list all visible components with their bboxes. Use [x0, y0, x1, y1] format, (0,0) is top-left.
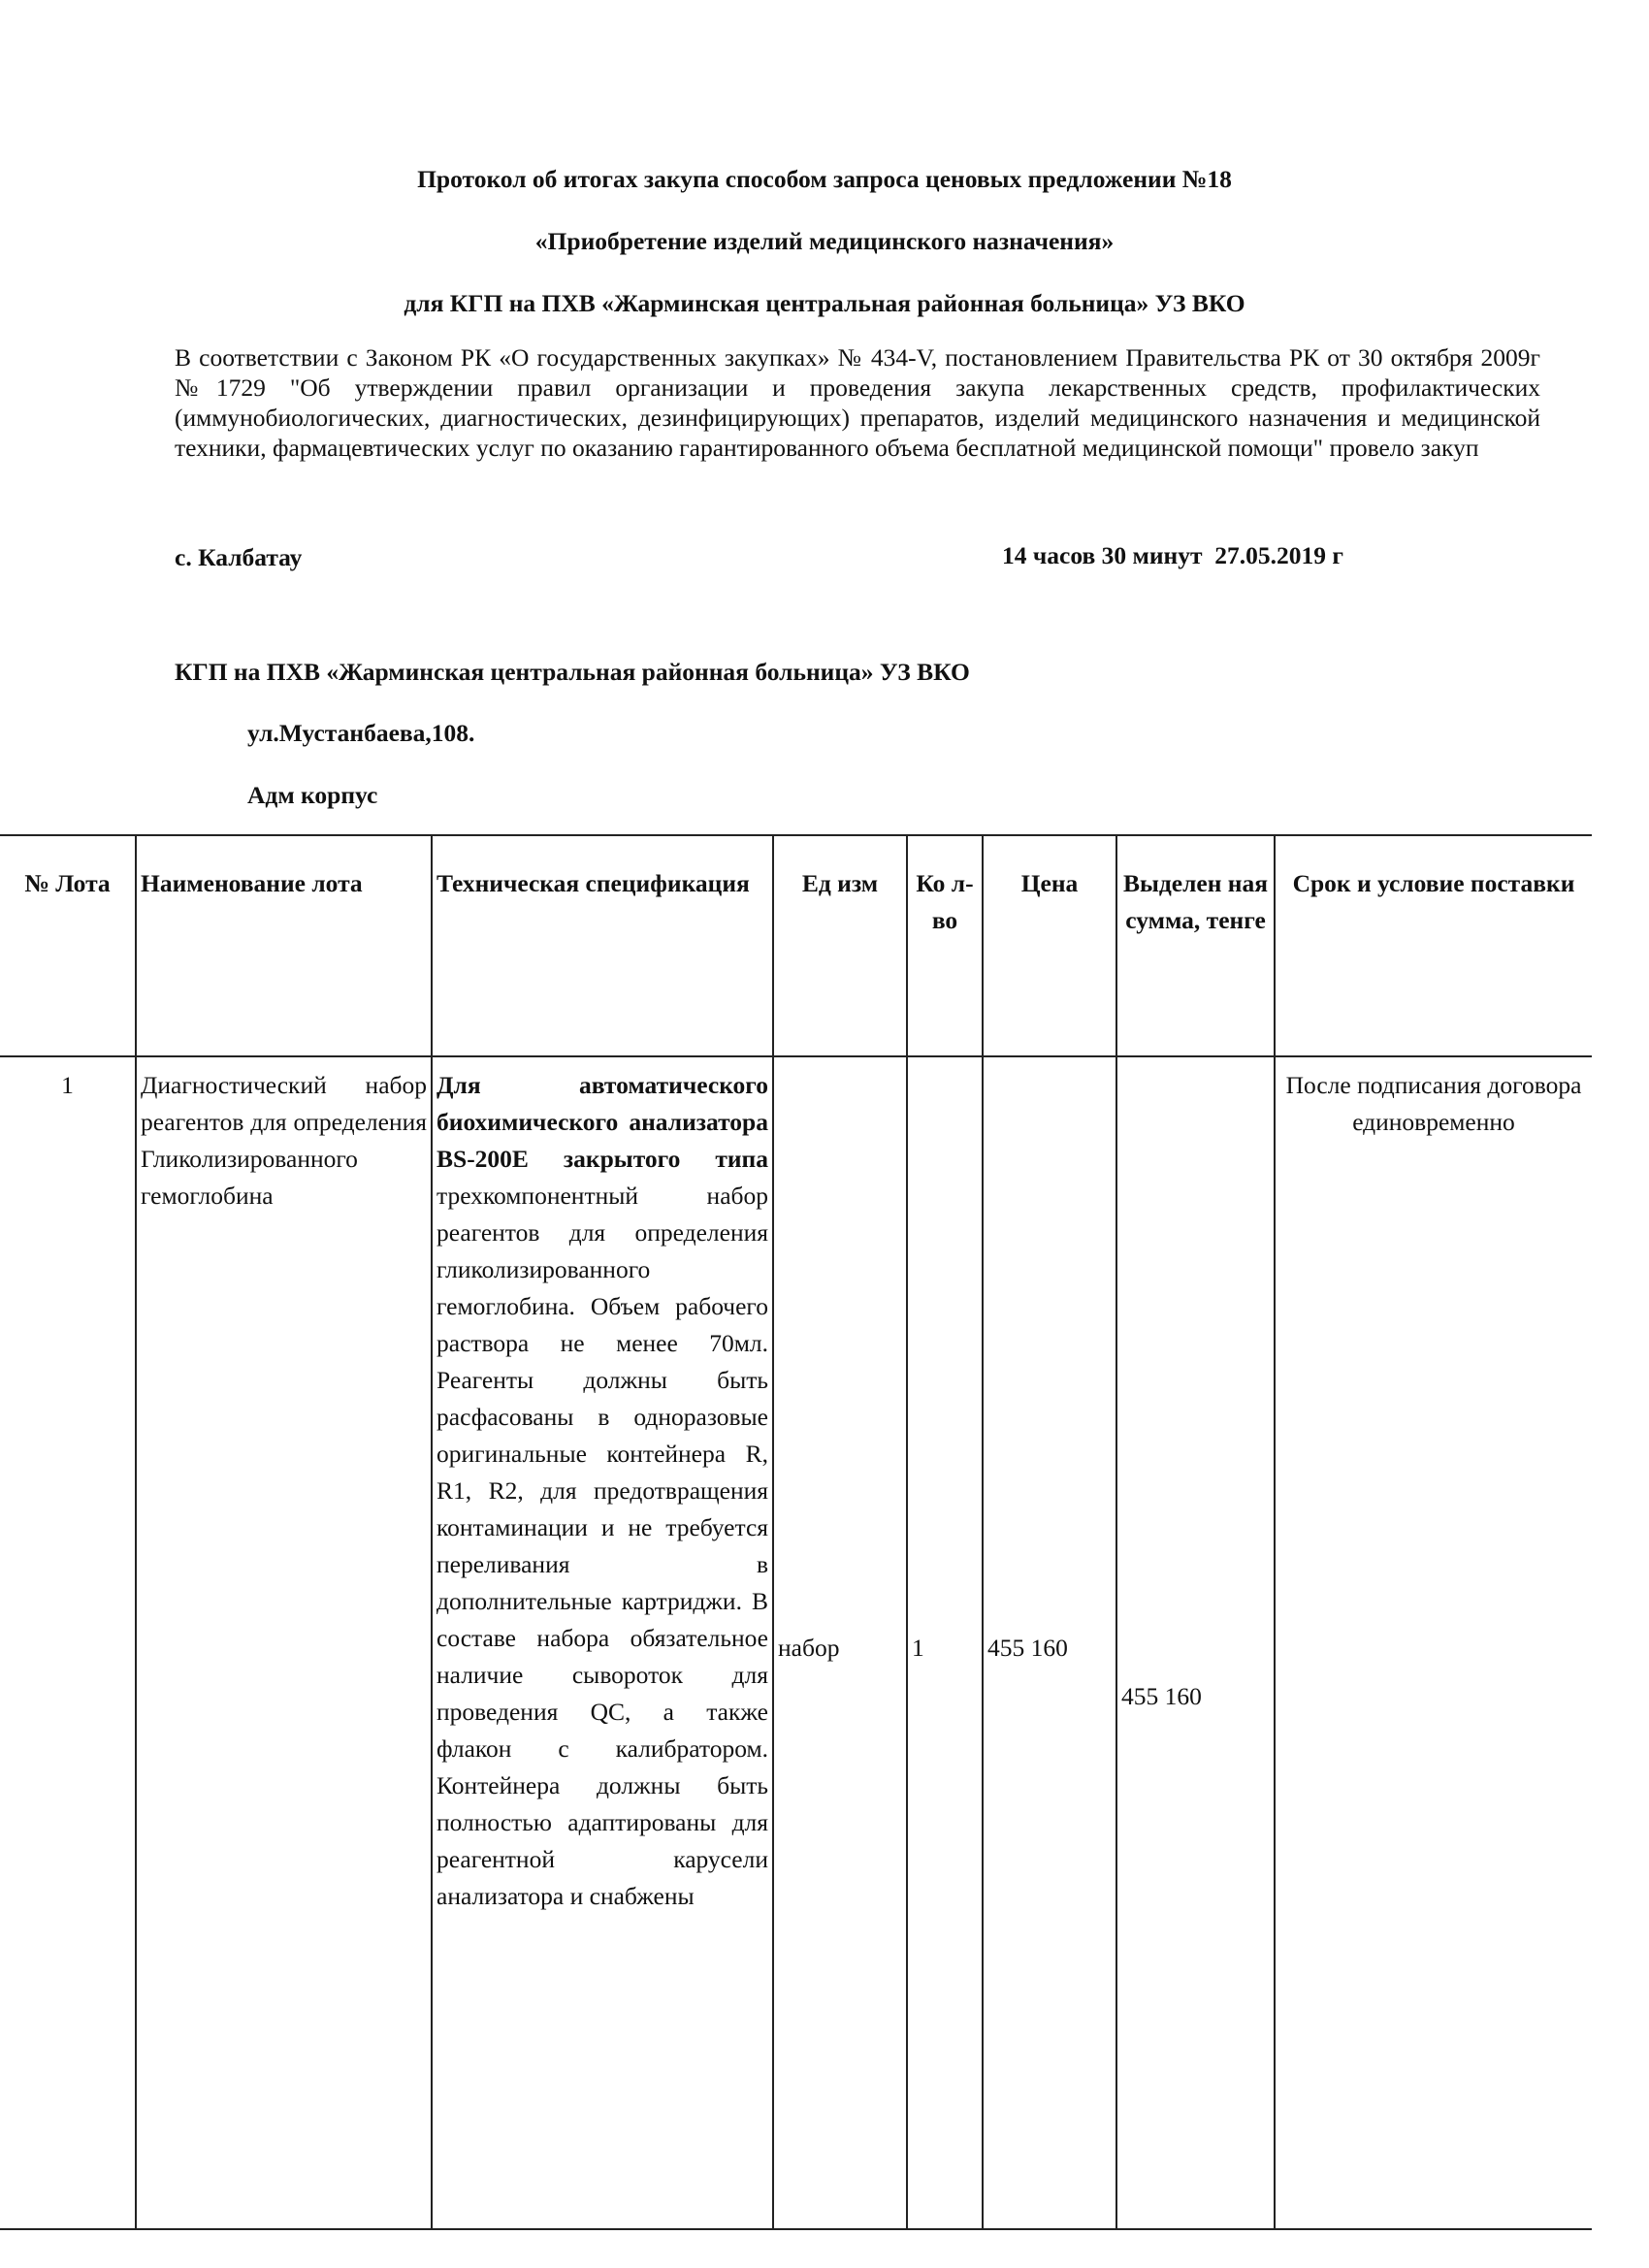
place-label: с. Калбатау [175, 543, 303, 571]
table-header-row [0, 835, 1592, 1056]
header-spec: Техническая спецификация [432, 835, 773, 1056]
intro-paragraph: В соответствии с Законом РК «О государственных закупках» № 434-V, постановлением Правительства РК от 30 октября 2009г №1729 "Об утверждении правил организации и проведения закупа лекарственных средств, профилактических (иммунобиологических, диагностических, дезинфицирующих) препаратов, изделий медицинского назначения и медицинской техники, фармацевтических услуг по оказанию гарантированного объема бесплатной медицинской помощи" провело закуп [175, 343, 1540, 462]
header-lot-no: № Лота [0, 835, 136, 1056]
protocol-customer: для КГП на ПХВ «Жарминская центральная районная больница» УЗ ВКО [404, 289, 1245, 317]
header-amount: Выделен ная сумма, тенге [1116, 835, 1275, 1056]
protocol-subject: «Приобретение изделий медицинского назначения» [534, 227, 1115, 255]
lot-qty: 1 [907, 1056, 983, 2229]
header-delivery: Срок и условие поставки [1275, 835, 1592, 1056]
organization-address: ул.Мустанбаева,108. [247, 719, 475, 747]
header-lot-name: Наименование лота [136, 835, 432, 1056]
lot-price: 455 160 [983, 1056, 1116, 2229]
header-qty: Ко л- во [907, 835, 983, 1056]
lot-spec-bold: Для автоматического биохимического анализатора BS-200E закрытого типа [436, 1071, 768, 1173]
organization-name: КГП на ПХВ «Жарминская центральная районная больница» УЗ ВКО [175, 658, 970, 686]
header-price: Цена [983, 835, 1116, 1056]
organization-building: Адм корпус [247, 781, 378, 809]
protocol-title: Протокол об итогах закупа способом запроса ценовых предложении №18 [417, 165, 1232, 193]
lot-delivery: После подписания договора единовременно [1275, 1056, 1592, 2229]
table-row [0, 1056, 1592, 2229]
lot-name: Диагностический набор реагентов для определения Гликолизированного гемоглобина [136, 1056, 432, 2229]
datetime-label: 14 часов 30 минут 27.05.2019 г [1002, 541, 1343, 569]
lot-spec [432, 1056, 773, 2229]
lots-table [0, 834, 1592, 2230]
lot-amount: 455 160 [1116, 1056, 1275, 2229]
lot-spec-text: трехкомпонентный набор реагентов для определения гликолизированного гемоглобина. Объем рабочего раствора не менее 70мл. Реагенты должны быть расфасованы в одноразовые оригинальные контейнера R, R1, R2, для предотвращения контаминации и не требуется переливания в дополнительные картриджи. В составе набора обязательное наличие сывороток для проведения QC, а также флакон с калибратором. Контейнера должны быть полностью адаптированы для реагентной карусели анализатора и снабжены [436, 1182, 768, 1910]
lot-unit: набор [773, 1056, 907, 2229]
header-unit: Ед изм [773, 835, 907, 1056]
lot-number: 1 [0, 1056, 136, 2229]
